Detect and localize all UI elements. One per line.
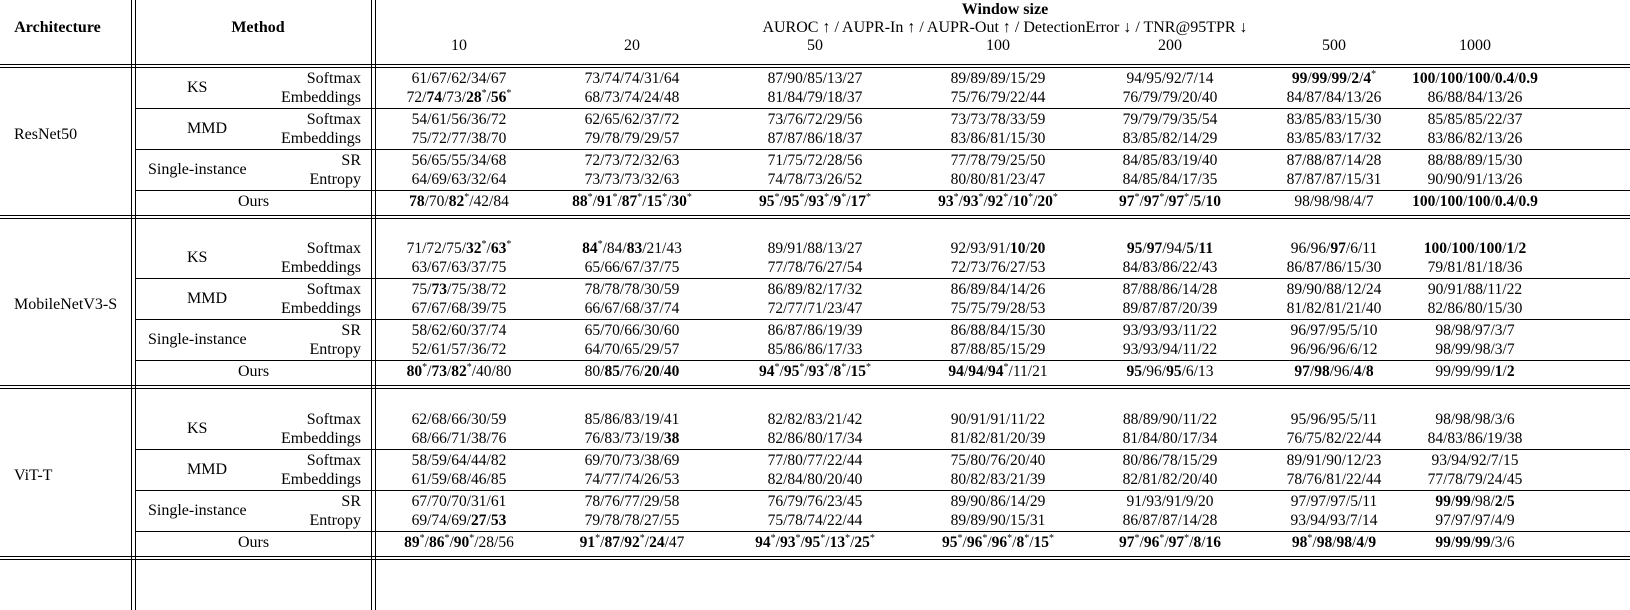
vrule-arch-1 <box>131 0 132 610</box>
cell-vit-t-single-instance-sr-w50: 76/79/76/23/45 <box>767 493 863 510</box>
arch-label-vit-t: ViT-T <box>14 467 53 484</box>
cell-mobilenetv3-s-single-instance-sr-w1000: 98/98/97/3/7 <box>1435 322 1515 339</box>
cell-mobilenetv3-s-ks-softmax-w100: 92/93/91/10/20 <box>950 240 1046 257</box>
cell-mobilenetv3-s-single-instance-entropy-w500: 96/96/96/6/12 <box>1290 341 1378 358</box>
cell-vit-t-ks-embeddings-w50: 82/86/80/17/34 <box>767 430 863 447</box>
cell-resnet50-ks-softmax-w100: 89/89/89/15/29 <box>950 70 1046 87</box>
cell-resnet50-ours-w100: 93*/93*/92*/10*/20* <box>938 192 1058 210</box>
cell-vit-t-mmd-softmax-w100: 75/80/76/20/40 <box>950 452 1046 469</box>
cell-resnet50-single-instance-sr-w20: 72/73/72/32/63 <box>584 152 680 169</box>
vrule-arch-2 <box>135 0 136 610</box>
cell-vit-t-ours-w100: 95*/96*/96*/8*/15* <box>942 533 1054 551</box>
cell-resnet50-mmd-softmax-w200: 79/79/79/35/54 <box>1122 111 1218 128</box>
cell-resnet50-ks-softmax-w50: 87/90/85/13/27 <box>767 70 863 87</box>
cell-mobilenetv3-s-ours-w1000: 99/99/99/1/2 <box>1435 363 1515 380</box>
rule-section-1-a <box>0 385 1630 386</box>
arch-label-resnet50: ResNet50 <box>14 126 78 143</box>
cell-mobilenetv3-s-ks-embeddings-w200: 84/83/86/22/43 <box>1122 259 1218 276</box>
cell-resnet50-single-instance-entropy-w10: 64/69/63/32/64 <box>411 171 507 188</box>
cell-resnet50-ours-w20: 88*/91*/87*/15*/30* <box>572 192 692 210</box>
cell-mobilenetv3-s-single-instance-sr-w20: 65/70/66/30/60 <box>584 322 680 339</box>
rule-section-1-b <box>0 388 1630 389</box>
cell-vit-t-single-instance-entropy-w500: 93/94/93/7/14 <box>1290 512 1378 529</box>
rule-group-0-1 <box>135 149 1630 150</box>
cell-resnet50-mmd-embeddings-w1000: 83/86/82/13/26 <box>1427 130 1523 147</box>
cell-resnet50-ours-w1000: 100/100/100/0.4/0.9 <box>1412 193 1538 210</box>
header-method: Method <box>231 19 285 36</box>
cell-vit-t-mmd-embeddings-w100: 80/82/83/21/39 <box>950 471 1046 488</box>
header-window-size: Window size <box>961 1 1049 18</box>
cell-mobilenetv3-s-single-instance-sr-w50: 86/87/86/19/39 <box>767 322 863 339</box>
cell-resnet50-single-instance-sr-w100: 77/78/79/25/50 <box>950 152 1046 169</box>
cell-vit-t-single-instance-entropy-w10: 69/74/69/27/53 <box>411 512 507 529</box>
header-window-10: 10 <box>451 37 467 54</box>
cell-mobilenetv3-s-mmd-embeddings-w10: 67/67/68/39/75 <box>411 300 507 317</box>
cell-resnet50-mmd-embeddings-w100: 83/86/81/15/30 <box>950 130 1046 147</box>
cell-vit-t-single-instance-entropy-w200: 86/87/87/14/28 <box>1122 512 1218 529</box>
method-ks: KS <box>187 420 208 437</box>
cell-mobilenetv3-s-ours-w100: 94/94/94*/11/21 <box>948 362 1048 380</box>
cell-mobilenetv3-s-single-instance-entropy-w50: 85/86/86/17/33 <box>767 341 863 358</box>
cell-resnet50-single-instance-sr-w500: 87/88/87/14/28 <box>1286 152 1382 169</box>
cell-vit-t-single-instance-entropy-w100: 89/89/90/15/31 <box>950 512 1046 529</box>
rule-group-2-0 <box>135 449 1630 450</box>
cell-resnet50-ks-softmax-w10: 61/67/62/34/67 <box>411 70 507 87</box>
cell-mobilenetv3-s-ours-w10: 80*/73/82*/40/80 <box>406 362 512 380</box>
sub-embeddings: Embeddings <box>281 259 361 276</box>
cell-vit-t-ks-embeddings-w500: 76/75/82/22/44 <box>1286 430 1382 447</box>
sub-embeddings: Embeddings <box>281 300 361 317</box>
cell-resnet50-ks-embeddings-w1000: 86/88/84/13/26 <box>1427 89 1523 106</box>
cell-vit-t-single-instance-sr-w500: 97/97/97/5/11 <box>1290 493 1378 510</box>
cell-vit-t-ks-embeddings-w100: 81/82/81/20/39 <box>950 430 1046 447</box>
cell-resnet50-ks-embeddings-w100: 75/76/79/22/44 <box>950 89 1046 106</box>
cell-mobilenetv3-s-ks-softmax-w20: 84*/84/83/21/43 <box>582 239 682 257</box>
method-ours: Ours <box>238 363 270 380</box>
cell-resnet50-mmd-softmax-w1000: 85/85/85/22/37 <box>1427 111 1523 128</box>
sub-entropy: Entropy <box>309 171 361 188</box>
header-metrics: AUROC ↑ / AUPR-In ↑ / AUPR-Out ↑ / DetectionError ↓ / TNR@95TPR ↓ <box>762 19 1248 36</box>
cell-resnet50-mmd-embeddings-w10: 75/72/77/38/70 <box>411 130 507 147</box>
cell-vit-t-mmd-softmax-w1000: 93/94/92/7/15 <box>1431 452 1519 469</box>
cell-vit-t-ks-embeddings-w10: 68/66/71/38/76 <box>411 430 507 447</box>
cell-resnet50-single-instance-sr-w200: 84/85/83/19/40 <box>1122 152 1218 169</box>
cell-resnet50-ks-softmax-w200: 94/95/92/7/14 <box>1126 70 1214 87</box>
cell-resnet50-single-instance-entropy-w200: 84/85/84/17/35 <box>1122 171 1218 188</box>
cell-resnet50-single-instance-entropy-w50: 74/78/73/26/52 <box>767 171 863 188</box>
cell-resnet50-single-instance-entropy-w1000: 90/90/91/13/26 <box>1427 171 1523 188</box>
cell-vit-t-mmd-embeddings-w50: 82/84/80/20/40 <box>767 471 863 488</box>
header-window-50: 50 <box>807 37 823 54</box>
cell-mobilenetv3-s-ks-softmax-w500: 96/96/97/6/11 <box>1290 240 1378 257</box>
method-ks: KS <box>187 79 208 96</box>
cell-vit-t-single-instance-sr-w200: 91/93/91/9/20 <box>1126 493 1214 510</box>
rule-group-0-2 <box>135 190 1630 191</box>
cell-resnet50-mmd-embeddings-w50: 87/87/86/18/37 <box>767 130 863 147</box>
header-window-100: 100 <box>986 37 1010 54</box>
sub-embeddings: Embeddings <box>281 89 361 106</box>
sub-sr: SR <box>341 493 361 510</box>
cell-resnet50-single-instance-entropy-w20: 73/73/73/32/63 <box>584 171 680 188</box>
cell-resnet50-ours-w10: 78/70/82*/42/84 <box>409 192 509 210</box>
cell-mobilenetv3-s-mmd-embeddings-w200: 89/87/87/20/39 <box>1122 300 1218 317</box>
rule-section-2-a <box>0 556 1630 557</box>
cell-mobilenetv3-s-mmd-softmax-w200: 87/88/86/14/28 <box>1122 281 1218 298</box>
cell-mobilenetv3-s-mmd-embeddings-w100: 75/75/79/28/53 <box>950 300 1046 317</box>
cell-resnet50-single-instance-sr-w1000: 88/88/89/15/30 <box>1427 152 1523 169</box>
cell-resnet50-ks-embeddings-w200: 76/79/79/20/40 <box>1122 89 1218 106</box>
cell-vit-t-ks-softmax-w500: 95/96/95/5/11 <box>1290 411 1378 428</box>
cell-vit-t-single-instance-entropy-w1000: 97/97/97/4/9 <box>1435 512 1515 529</box>
method-mmd: MMD <box>187 290 228 307</box>
cell-mobilenetv3-s-ks-softmax-w1000: 100/100/100/1/2 <box>1423 240 1527 257</box>
cell-vit-t-ks-embeddings-w20: 76/83/73/19/38 <box>584 430 680 447</box>
header-window-1000: 1000 <box>1459 37 1491 54</box>
cell-vit-t-single-instance-sr-w20: 78/76/77/29/58 <box>584 493 680 510</box>
cell-vit-t-ours-w500: 98*/98/98/4/9 <box>1291 533 1377 551</box>
header-window-500: 500 <box>1322 37 1346 54</box>
method-ours: Ours <box>238 193 270 210</box>
cell-mobilenetv3-s-ours-w50: 94*/95*/93*/8*/15* <box>759 362 871 380</box>
cell-vit-t-ours-w1000: 99/99/99/3/6 <box>1435 534 1515 551</box>
cell-mobilenetv3-s-mmd-softmax-w100: 86/89/84/14/26 <box>950 281 1046 298</box>
cell-vit-t-mmd-softmax-w50: 77/80/77/22/44 <box>767 452 863 469</box>
cell-resnet50-mmd-softmax-w50: 73/76/72/29/56 <box>767 111 863 128</box>
sub-entropy: Entropy <box>309 341 361 358</box>
cell-mobilenetv3-s-mmd-embeddings-w500: 81/82/81/21/40 <box>1286 300 1382 317</box>
rule-header-bottom <box>0 67 1630 68</box>
cell-vit-t-mmd-softmax-w200: 80/86/78/15/29 <box>1122 452 1218 469</box>
cell-vit-t-ks-embeddings-w1000: 84/83/86/19/38 <box>1427 430 1523 447</box>
sub-softmax: Softmax <box>306 452 361 469</box>
cell-mobilenetv3-s-ks-embeddings-w20: 65/66/67/37/75 <box>584 259 680 276</box>
cell-mobilenetv3-s-ks-softmax-w200: 95/97/94/5/11 <box>1126 240 1214 257</box>
method-ours: Ours <box>238 534 270 551</box>
cell-mobilenetv3-s-mmd-embeddings-w1000: 82/86/80/15/30 <box>1427 300 1523 317</box>
cell-vit-t-single-instance-sr-w10: 67/70/70/31/61 <box>411 493 507 510</box>
cell-vit-t-single-instance-entropy-w20: 79/78/78/27/55 <box>584 512 680 529</box>
cell-vit-t-mmd-embeddings-w200: 82/81/82/20/40 <box>1122 471 1218 488</box>
cell-vit-t-ours-w50: 94*/93*/95*/13*/25* <box>755 533 875 551</box>
cell-resnet50-single-instance-sr-w10: 56/65/55/34/68 <box>411 152 507 169</box>
sub-softmax: Softmax <box>306 411 361 428</box>
method-single-instance: Single-instance <box>148 331 247 348</box>
cell-vit-t-ks-softmax-w20: 85/86/83/19/41 <box>584 411 680 428</box>
cell-resnet50-ks-softmax-w1000: 100/100/100/0.4/0.9 <box>1412 70 1538 87</box>
cell-mobilenetv3-s-ks-embeddings-w500: 86/87/86/15/30 <box>1286 259 1382 276</box>
cell-mobilenetv3-s-ks-embeddings-w1000: 79/81/81/18/36 <box>1427 259 1523 276</box>
cell-vit-t-ks-softmax-w50: 82/82/83/21/42 <box>767 411 863 428</box>
method-mmd: MMD <box>187 461 228 478</box>
cell-resnet50-single-instance-sr-w50: 71/75/72/28/56 <box>767 152 863 169</box>
cell-resnet50-mmd-embeddings-w20: 79/78/79/29/57 <box>584 130 680 147</box>
cell-resnet50-mmd-softmax-w100: 73/73/78/33/59 <box>950 111 1046 128</box>
rule-section-2-b <box>0 559 1630 560</box>
header-window-200: 200 <box>1158 37 1182 54</box>
cell-resnet50-ours-w50: 95*/95*/93*/9*/17* <box>759 192 871 210</box>
cell-resnet50-mmd-softmax-w500: 83/85/83/15/30 <box>1286 111 1382 128</box>
cell-vit-t-mmd-embeddings-w10: 61/59/68/46/85 <box>411 471 507 488</box>
rule-group-2-2 <box>135 531 1630 532</box>
sub-entropy: Entropy <box>309 512 361 529</box>
rule-group-1-2 <box>135 360 1630 361</box>
cell-vit-t-ours-w200: 97*/96*/97*/8/16 <box>1119 533 1221 551</box>
cell-resnet50-ks-softmax-w20: 73/74/74/31/64 <box>584 70 680 87</box>
cell-resnet50-single-instance-entropy-w500: 87/87/87/15/31 <box>1286 171 1382 188</box>
cell-resnet50-ours-w500: 98/98/98/4/7 <box>1294 193 1374 210</box>
cell-vit-t-ours-w10: 89*/86*/90*/28/56 <box>404 533 514 551</box>
cell-vit-t-single-instance-sr-w100: 89/90/86/14/29 <box>950 493 1046 510</box>
cell-resnet50-mmd-embeddings-w200: 83/85/82/14/29 <box>1122 130 1218 147</box>
method-single-instance: Single-instance <box>148 161 247 178</box>
cell-resnet50-mmd-softmax-w20: 62/65/62/37/72 <box>584 111 680 128</box>
cell-mobilenetv3-s-single-instance-sr-w500: 96/97/95/5/10 <box>1290 322 1378 339</box>
sub-softmax: Softmax <box>306 70 361 87</box>
rule-header-top <box>0 64 1630 65</box>
cell-mobilenetv3-s-ours-w200: 95/96/95/6/13 <box>1126 363 1214 380</box>
cell-vit-t-single-instance-entropy-w50: 75/78/74/22/44 <box>767 512 863 529</box>
cell-mobilenetv3-s-mmd-embeddings-w20: 66/67/68/37/74 <box>584 300 680 317</box>
cell-resnet50-ks-embeddings-w20: 68/73/74/24/48 <box>584 89 680 106</box>
cell-mobilenetv3-s-single-instance-entropy-w10: 52/61/57/36/72 <box>411 341 507 358</box>
cell-vit-t-mmd-softmax-w500: 89/91/90/12/23 <box>1286 452 1382 469</box>
sub-embeddings: Embeddings <box>281 471 361 488</box>
cell-vit-t-mmd-embeddings-w1000: 77/78/79/24/45 <box>1427 471 1523 488</box>
header-window-20: 20 <box>624 37 640 54</box>
rule-group-2-1 <box>135 490 1630 491</box>
cell-mobilenetv3-s-mmd-softmax-w10: 75/73/75/38/72 <box>411 281 507 298</box>
cell-mobilenetv3-s-single-instance-entropy-w200: 93/93/94/11/22 <box>1122 341 1218 358</box>
sub-embeddings: Embeddings <box>281 130 361 147</box>
rule-group-1-1 <box>135 319 1630 320</box>
cell-vit-t-ks-softmax-w1000: 98/98/98/3/6 <box>1435 411 1515 428</box>
cell-resnet50-ours-w200: 97*/97*/97*/5/10 <box>1119 192 1221 210</box>
rule-section-0-a <box>0 215 1630 216</box>
rule-group-0-0 <box>135 108 1630 109</box>
cell-mobilenetv3-s-single-instance-entropy-w1000: 98/99/98/3/7 <box>1435 341 1515 358</box>
cell-mobilenetv3-s-mmd-softmax-w1000: 90/91/88/11/22 <box>1427 281 1523 298</box>
cell-mobilenetv3-s-ours-w500: 97/98/96/4/8 <box>1294 363 1374 380</box>
cell-resnet50-mmd-softmax-w10: 54/61/56/36/72 <box>411 111 507 128</box>
cell-vit-t-mmd-embeddings-w500: 78/76/81/22/44 <box>1286 471 1382 488</box>
cell-mobilenetv3-s-ks-embeddings-w100: 72/73/76/27/53 <box>950 259 1046 276</box>
cell-resnet50-mmd-embeddings-w500: 83/85/83/17/32 <box>1286 130 1382 147</box>
cell-vit-t-ours-w20: 91*/87/92*/24/47 <box>579 533 685 551</box>
cell-resnet50-ks-embeddings-w500: 84/87/84/13/26 <box>1286 89 1382 106</box>
cell-vit-t-mmd-embeddings-w20: 74/77/74/26/53 <box>584 471 680 488</box>
cell-mobilenetv3-s-mmd-embeddings-w50: 72/77/71/23/47 <box>767 300 863 317</box>
cell-mobilenetv3-s-ks-embeddings-w10: 63/67/63/37/75 <box>411 259 507 276</box>
sub-softmax: Softmax <box>306 111 361 128</box>
sub-embeddings: Embeddings <box>281 430 361 447</box>
sub-softmax: Softmax <box>306 281 361 298</box>
cell-vit-t-single-instance-sr-w1000: 99/99/98/2/5 <box>1435 493 1515 510</box>
cell-mobilenetv3-s-mmd-softmax-w500: 89/90/88/12/24 <box>1286 281 1382 298</box>
cell-mobilenetv3-s-mmd-softmax-w20: 78/78/78/30/59 <box>584 281 680 298</box>
sub-sr: SR <box>341 152 361 169</box>
method-single-instance: Single-instance <box>148 502 247 519</box>
cell-vit-t-ks-embeddings-w200: 81/84/80/17/34 <box>1122 430 1218 447</box>
cell-resnet50-ks-softmax-w500: 99/99/99/2/4* <box>1291 69 1377 87</box>
arch-label-mobilenetv3-s: MobileNetV3-S <box>14 296 118 313</box>
cell-resnet50-single-instance-entropy-w100: 80/80/81/23/47 <box>950 171 1046 188</box>
cell-vit-t-mmd-softmax-w20: 69/70/73/38/69 <box>584 452 680 469</box>
cell-resnet50-ks-embeddings-w50: 81/84/79/18/37 <box>767 89 863 106</box>
cell-mobilenetv3-s-single-instance-entropy-w20: 64/70/65/29/57 <box>584 341 680 358</box>
cell-vit-t-ks-softmax-w200: 88/89/90/11/22 <box>1122 411 1218 428</box>
method-mmd: MMD <box>187 120 228 137</box>
cell-mobilenetv3-s-single-instance-sr-w200: 93/93/93/11/22 <box>1122 322 1218 339</box>
cell-mobilenetv3-s-ks-embeddings-w50: 77/78/76/27/54 <box>767 259 863 276</box>
cell-mobilenetv3-s-single-instance-sr-w100: 86/88/84/15/30 <box>950 322 1046 339</box>
sub-softmax: Softmax <box>306 240 361 257</box>
cell-mobilenetv3-s-single-instance-entropy-w100: 87/88/85/15/29 <box>950 341 1046 358</box>
cell-mobilenetv3-s-ks-softmax-w50: 89/91/88/13/27 <box>767 240 863 257</box>
rule-group-1-0 <box>135 278 1630 279</box>
cell-mobilenetv3-s-mmd-softmax-w50: 86/89/82/17/32 <box>767 281 863 298</box>
rule-section-0-b <box>0 218 1630 219</box>
method-ks: KS <box>187 249 208 266</box>
header-architecture: Architecture <box>14 19 101 36</box>
cell-resnet50-ks-embeddings-w10: 72/74/73/28*/56* <box>406 88 512 106</box>
cell-vit-t-ks-softmax-w10: 62/68/66/30/59 <box>411 411 507 428</box>
cell-mobilenetv3-s-single-instance-sr-w10: 58/62/60/37/74 <box>411 322 507 339</box>
cell-vit-t-mmd-softmax-w10: 58/59/64/44/82 <box>411 452 507 469</box>
cell-mobilenetv3-s-ks-softmax-w10: 71/72/75/32*/63* <box>406 239 512 257</box>
cell-mobilenetv3-s-ours-w20: 80/85/76/20/40 <box>584 363 680 380</box>
sub-sr: SR <box>341 322 361 339</box>
cell-vit-t-ks-softmax-w100: 90/91/91/11/22 <box>950 411 1046 428</box>
